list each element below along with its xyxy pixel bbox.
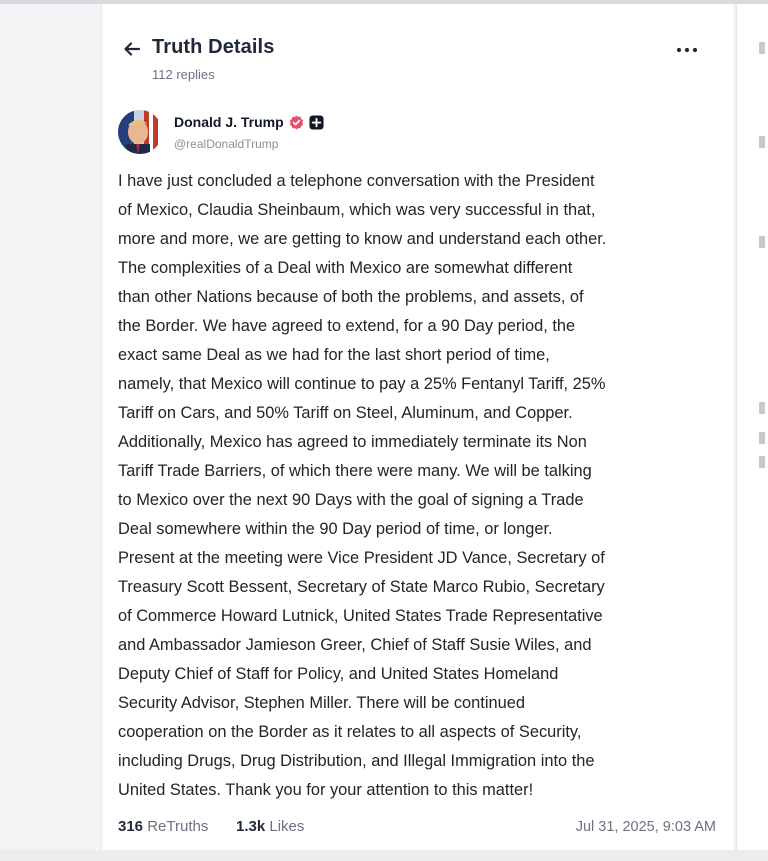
verified-badge-icon	[289, 115, 304, 130]
avatar[interactable]	[118, 110, 162, 154]
sidebar-fragment	[759, 402, 765, 414]
plus-square-icon	[309, 115, 324, 130]
author-handle[interactable]: @realDonaldTrump	[174, 137, 279, 151]
detail-header	[120, 32, 716, 88]
left-gutter	[0, 4, 101, 861]
likes-stat[interactable]	[236, 818, 304, 835]
page-title: Truth Details	[152, 36, 275, 58]
author-name-row	[174, 114, 324, 130]
sidebar-fragment	[759, 42, 765, 54]
reply-count: 112 replies	[152, 67, 215, 82]
sidebar-fragment	[759, 456, 765, 468]
retruths-label: ReTruths	[147, 818, 209, 835]
right-sidebar	[736, 4, 768, 861]
more-options-button[interactable]	[672, 38, 702, 62]
retruths-count: 316	[118, 818, 144, 835]
post-timestamp[interactable]: Jul 31, 2025, 9:03 AM	[575, 819, 716, 835]
post-text: I have just concluded a telephone conversation with the President of Mexico, Claudia Sheinbaum, which was very successful in that, more and more, we are getting to know and understand each other. The complexities of a Deal with Mexico are somewhat different than other Nations because of both the problems, and assets, of the Border. We have agreed to extend, for a 90 Day period, the exact same Deal as we had for the last short period of time, namely, that Mexico will continue to pay a 25% Fentanyl Tariff, 25% Tariff on Cars, and 50% Tariff on Steel, Aluminum, and Copper. Additionally, Mexico has agreed to immediately terminate its Non Tariff Trade Barriers, of which there were many. We will be talking to Mexico over the next 90 Days with the goal of signing a Trade Deal somewhere within the 90 Day period of time, or longer. Present at the meeting were Vice President JD Vance, Secretary of Treasury Scott Bessent, Secretary of State Marco Rubio, Secretary of Commerce Howard Lutnick, United States Trade Representative and Ambassador Jamieson Greer, Chief of Staff Susie Wiles, and Deputy Chief of Staff for Policy, and United States Homeland Security Advisor, Stephen Miller. There will be continued cooperation on the Border as it relates to all aspects of Security, including Drugs, Drug Distribution, and Illegal Immigration into the United States. Thank you for your attention to this matter!	[118, 172, 607, 799]
arrow-left-icon	[122, 39, 142, 59]
ellipsis-icon	[676, 47, 698, 53]
post-stats	[118, 816, 716, 840]
sidebar-fragment	[759, 236, 765, 248]
post-author	[118, 108, 718, 162]
bottom-edge	[0, 850, 768, 861]
likes-label: Likes	[269, 818, 305, 835]
sidebar-fragment	[759, 136, 765, 148]
author-name[interactable]: Donald J. Trump	[174, 114, 284, 130]
retruths-stat[interactable]	[118, 818, 208, 835]
back-button[interactable]	[120, 37, 144, 61]
likes-count: 1.3k	[236, 818, 266, 835]
sidebar-fragment	[759, 432, 765, 444]
post-detail-card	[101, 4, 735, 850]
